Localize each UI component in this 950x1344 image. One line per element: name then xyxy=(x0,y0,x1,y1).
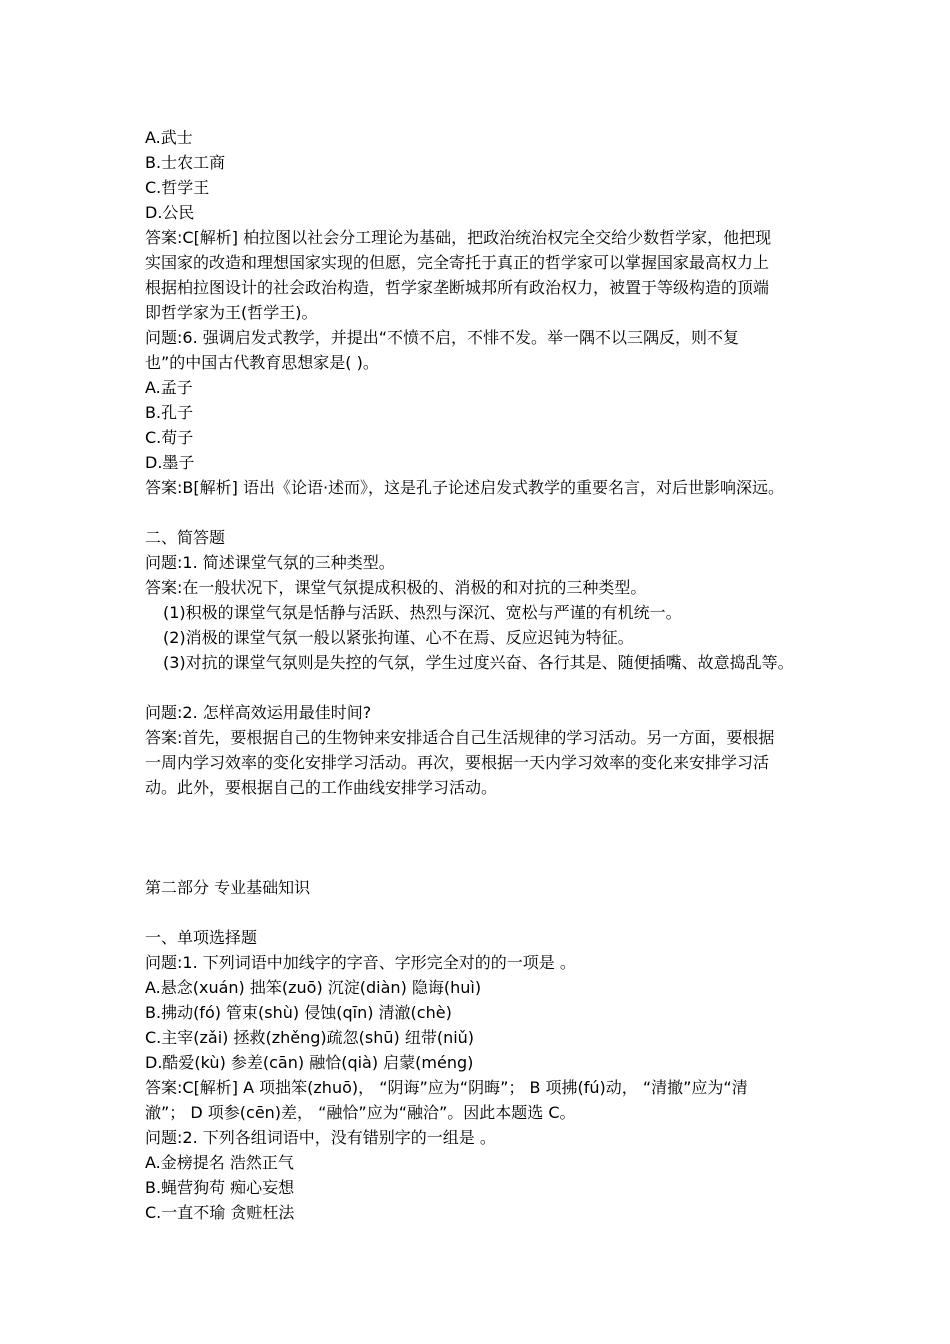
option-a-line: A.金榜提名 浩然正气 xyxy=(145,1153,294,1172)
option-b-line: B.蝇营狗苟 痴心妄想 xyxy=(145,1178,295,1197)
document-page xyxy=(145,125,825,1225)
answer-line: 答案:首先，要根据自己的生物钟来安排适合自己生活规律的学习活动。另一方面，要根据 xyxy=(145,728,775,747)
option-c-line: C.主宰(zǎi) 拯救(zhěng)疏忽(shū) 纽带(niǔ) xyxy=(145,1028,475,1047)
question-line: 问题:1. 下列词语中加线字的字音、字形完全对的的一项是 。 xyxy=(145,953,576,972)
answer-line: 一周内学习效率的变化安排学习活动。再次，要根据一天内学习效率的变化来安排学习活 xyxy=(145,753,770,772)
option-a-line: A.武士 xyxy=(145,128,193,147)
blank-line xyxy=(145,900,825,925)
question-line: 问题:2. 下列各组词语中，没有错别字的一组是 。 xyxy=(145,1128,496,1147)
question-line: 也”的中国古代教育思想家是( )。 xyxy=(145,353,379,372)
question-line: 问题:2. 怎样高效运用最佳时间? xyxy=(145,703,372,722)
answer-line: 答案:在一般状况下，课堂气氛提成积极的、消极的和对抗的三种类型。 xyxy=(145,578,647,597)
option-b-line: B.孔子 xyxy=(145,403,194,422)
answer-line: 答案:C[解析] A 项拙笨(zhuō)， “阴诲”应为“阴晦”； B 项拂(fú)动， “清撤”应为“清 xyxy=(145,1078,748,1097)
answer-line: 根据柏拉图设计的社会政治构造，哲学家垄断城邦所有政治权力，被置于等级构造的顶端 xyxy=(145,278,770,297)
section-heading: 二、简答题 xyxy=(145,528,226,547)
option-a-line: A.孟子 xyxy=(145,378,193,397)
blank-space xyxy=(145,800,825,875)
option-d-line: D.公民 xyxy=(145,203,195,222)
option-c-line: C.荀子 xyxy=(145,428,194,447)
option-a-line: A.悬念(xuán) 拙笨(zuō) 沉淀(diàn) 隐诲(huì) xyxy=(145,978,482,997)
section-heading: 一、单项选择题 xyxy=(145,928,258,947)
part-heading: 第二部分 专业基础知识 xyxy=(145,878,311,897)
answer-line: 即哲学家为王(哲学王)。 xyxy=(145,303,318,322)
blank-line xyxy=(145,500,825,525)
option-d-line: D.酷爱(kù) 参差(cān) 融恰(qià) 启蒙(méng) xyxy=(145,1053,474,1072)
answer-line: 实国家的改造和理想国家实现的但愿，完全寄托于真正的哲学家可以掌握国家最高权力上 xyxy=(145,253,770,272)
question-line: 问题:6. 强调启发式教学，并提出“不愤不启，不悱不发。举一隅不以三隅反，则不复 xyxy=(145,328,740,347)
answer-point-line: (1)积极的课堂气氛是恬静与活跃、热烈与深沉、宽松与严谨的有机统一。 xyxy=(163,603,682,622)
answer-line: 澈”； D 项参(cēn)差， “融恰”应为“融洽”。因此本题选 C。 xyxy=(145,1103,576,1122)
option-b-line: B.拂动(fó) 管束(shù) 侵蚀(qīn) 清澈(chè) xyxy=(145,1003,452,1022)
blank-line xyxy=(145,675,825,700)
answer-line: 答案:C[解析] 柏拉图以社会分工理论为基础，把政治统治权完全交给少数哲学家，他把现 xyxy=(145,228,772,247)
answer-line: 答案:B[解析] 语出《论语·述而》，这是孔子论述启发式教学的重要名言，对后世影响深远。 xyxy=(145,478,785,497)
option-b-line: B.士农工商 xyxy=(145,153,226,172)
option-d-line: D.墨子 xyxy=(145,453,195,472)
answer-point-line: (2)消极的课堂气氛一般以紧张拘谨、心不在焉、反应迟钝为特征。 xyxy=(163,628,634,647)
answer-line: 动。此外，要根据自己的工作曲线安排学习活动。 xyxy=(145,778,498,797)
option-c-line: C.哲学王 xyxy=(145,178,210,197)
question-line: 问题:1. 简述课堂气氛的三种类型。 xyxy=(145,553,395,572)
answer-point-line: (3)对抗的课堂气氛则是失控的气氛，学生过度兴奋、各行其是、随便插嘴、故意捣乱等。 xyxy=(163,653,794,672)
option-c-line: C.一直不瑜 贪赃枉法 xyxy=(145,1203,295,1222)
